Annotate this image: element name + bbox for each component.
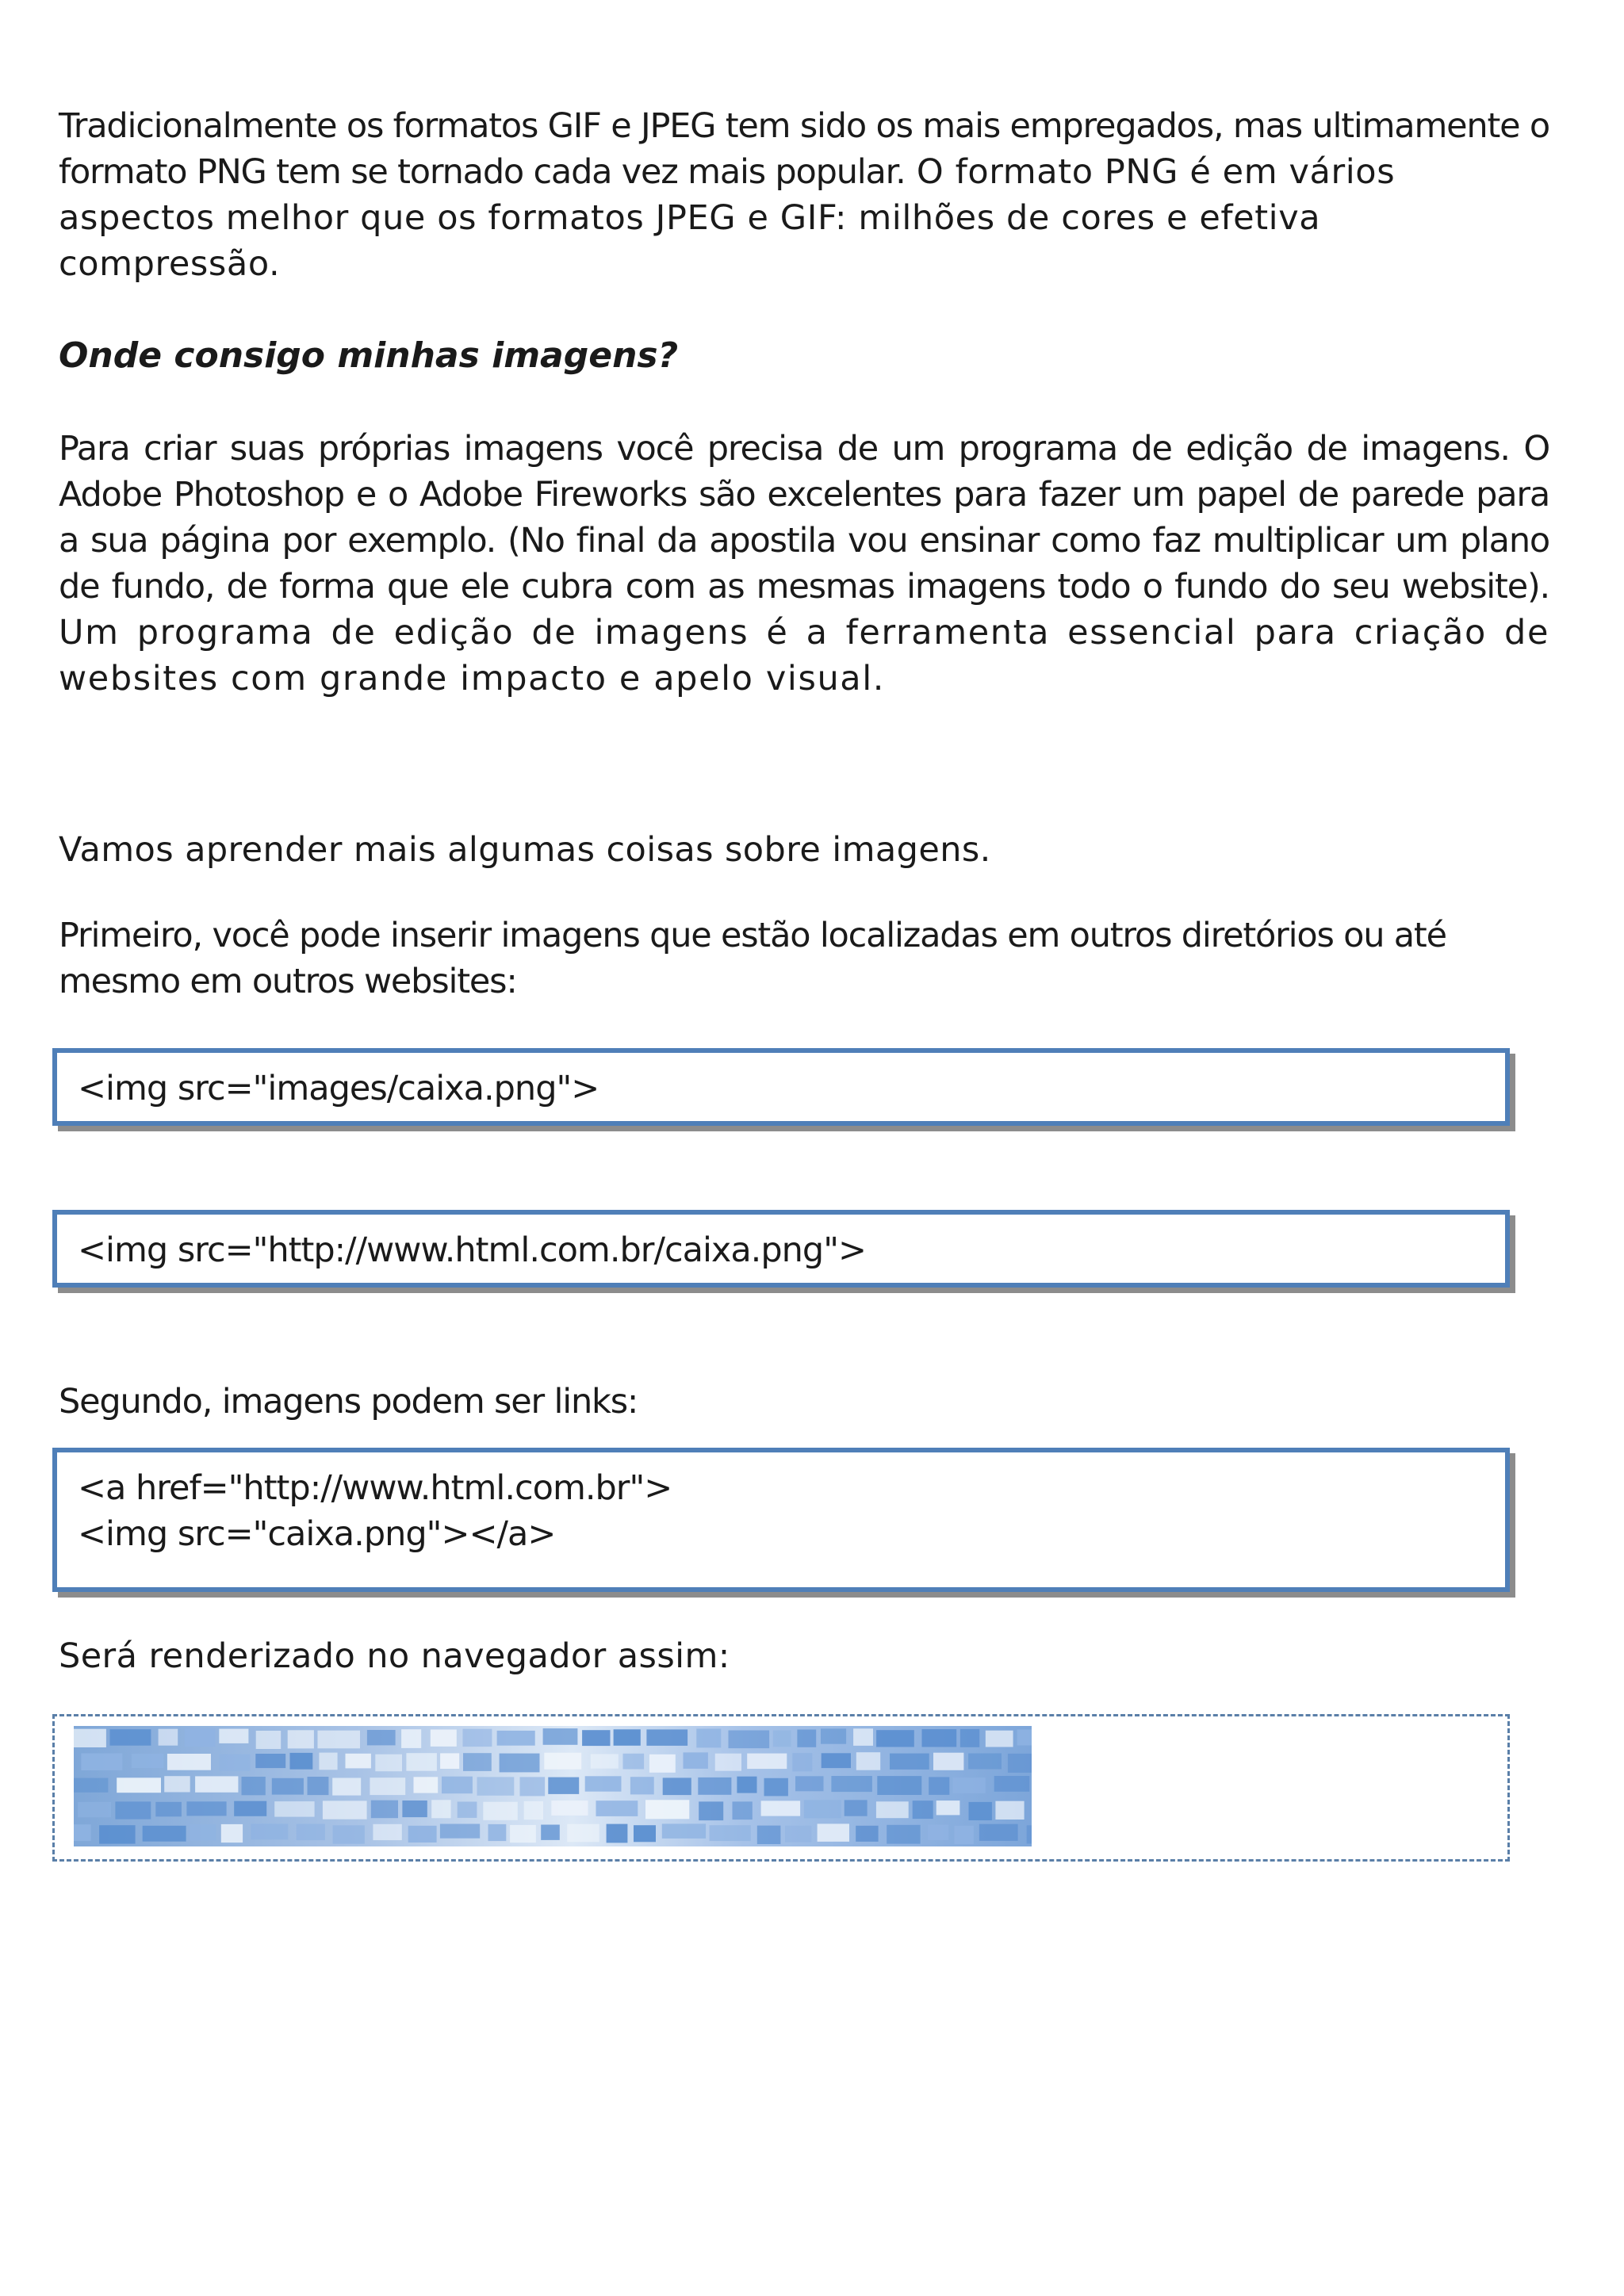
banner-tile xyxy=(1027,1825,1032,1843)
banner-tile xyxy=(318,1731,361,1749)
banner-tile xyxy=(500,1754,540,1773)
banner-tile xyxy=(684,1752,708,1769)
learn-more-paragraph: Vamos aprender mais algumas coisas sobre imagens. xyxy=(59,830,991,870)
banner-tile xyxy=(792,1753,812,1771)
banner-tile xyxy=(242,1777,266,1795)
banner-tile xyxy=(585,1776,622,1791)
banner-tile xyxy=(968,1754,1002,1770)
banner-tile xyxy=(332,1778,361,1796)
banner-tile xyxy=(167,1754,211,1770)
intro-text-part-2: O formato PNG é em vários aspectos melhor que os formatos JPEG e GIF: milhões de cores e efetiva compressão. xyxy=(59,152,1396,284)
banner-tile xyxy=(164,1776,190,1792)
banner-tile xyxy=(477,1777,515,1795)
rendered-paragraph: Será renderizado no navegador assim: xyxy=(59,1636,730,1676)
banner-tile xyxy=(256,1731,282,1749)
banner-tile xyxy=(955,1826,974,1844)
intro-paragraph xyxy=(59,103,1549,287)
banner-tile xyxy=(510,1825,536,1843)
banner-tile xyxy=(414,1777,439,1793)
banner-tile xyxy=(308,1777,329,1795)
banner-tile xyxy=(297,1824,325,1841)
banner-tile xyxy=(219,1755,250,1771)
banner-tile xyxy=(960,1729,979,1747)
banner-tiles xyxy=(74,1726,1032,1846)
banner-tile xyxy=(876,1801,909,1818)
banner-tile xyxy=(1008,1754,1032,1773)
banner-tile xyxy=(234,1801,266,1816)
banner-tile xyxy=(797,1730,816,1747)
banner-tile xyxy=(74,1778,108,1793)
banner-tile xyxy=(582,1730,610,1746)
banner-tile xyxy=(876,1730,914,1747)
code-box-image-link xyxy=(52,1448,1510,1592)
banner-tile xyxy=(747,1754,787,1770)
body-text-part-2: Um programa de edição de imagens é a ferramenta essencial para criação de websites com grande impacto e apelo visual. xyxy=(59,613,1549,698)
banner-tile xyxy=(221,1824,243,1843)
banner-tile xyxy=(541,1825,560,1840)
banner-tile xyxy=(159,1729,178,1746)
banner-tile xyxy=(497,1731,535,1746)
banner-tile xyxy=(458,1802,477,1818)
banner-tile xyxy=(346,1754,371,1769)
banner-tile xyxy=(853,1728,873,1746)
banner-tile xyxy=(319,1753,337,1770)
intro-text-part-1: Tradicionalmente os formatos GIF e JPEG tem sido os mais empregados, mas ultimamente o formato PNG tem se tornado cada vez mais popular. xyxy=(59,106,1549,192)
banner-tile xyxy=(290,1753,313,1770)
banner-tile xyxy=(488,1824,507,1841)
banner-tile xyxy=(543,1728,578,1745)
banner-tile xyxy=(761,1800,801,1816)
banner-tile xyxy=(953,1777,986,1793)
banner-tile xyxy=(117,1777,161,1793)
banner-tile xyxy=(929,1777,949,1795)
banner-tile xyxy=(890,1754,929,1770)
banner-tile xyxy=(520,1777,546,1796)
banner-tile xyxy=(219,1729,248,1743)
banner-tile xyxy=(856,1752,880,1770)
banner-tile xyxy=(81,1754,122,1771)
first-paragraph: Primeiro, você pode inserir imagens que estão localizadas em outros diretórios ou até mesmo em outros websites: xyxy=(59,916,1446,1001)
banner-tile xyxy=(614,1729,641,1746)
banner-tile xyxy=(645,1800,689,1819)
banner-tile xyxy=(663,1777,691,1795)
banner-tile xyxy=(994,1776,1030,1792)
banner-tile xyxy=(795,1776,824,1791)
second-paragraph: Segundo, imagens podem ser links: xyxy=(59,1382,638,1422)
body-paragraph xyxy=(59,426,1549,702)
banner-tile xyxy=(567,1824,599,1843)
banner-tile xyxy=(431,1730,457,1747)
banner-tile xyxy=(370,1777,405,1795)
banner-tile xyxy=(373,1824,401,1840)
banner-tile xyxy=(913,1800,933,1819)
banner-tile xyxy=(548,1777,579,1794)
banner-tile xyxy=(110,1729,151,1746)
banner-tile xyxy=(115,1801,151,1819)
banner-tile xyxy=(431,1800,450,1818)
banner-tile xyxy=(818,1823,849,1842)
banner-tile xyxy=(662,1823,706,1839)
banner-tile xyxy=(922,1729,957,1747)
banner-tile xyxy=(408,1826,437,1843)
banner-tile xyxy=(483,1802,518,1820)
banner-tile xyxy=(696,1729,721,1748)
code-local-image: <img src="images/caixa.png"> xyxy=(78,1069,599,1108)
banner-tile xyxy=(979,1824,1018,1841)
banner-tile xyxy=(710,1825,751,1841)
banner-tile xyxy=(463,1729,492,1747)
banner-tile xyxy=(877,1776,921,1795)
banner-tile xyxy=(986,1731,1013,1747)
banner-tile xyxy=(402,1800,427,1817)
code-link-line-2: <img src="caixa.png"></a> xyxy=(78,1514,556,1554)
banner-tile xyxy=(375,1755,402,1772)
banner-tile xyxy=(646,1729,688,1746)
banner-tile xyxy=(969,1802,992,1820)
banner-tile xyxy=(143,1826,186,1842)
rendered-preview-box xyxy=(52,1714,1510,1862)
banner-tile xyxy=(933,1753,963,1770)
banner-tile xyxy=(442,1777,473,1794)
banner-tile xyxy=(544,1753,581,1770)
banner-tile xyxy=(272,1778,304,1795)
banner-tile xyxy=(186,1801,226,1816)
banner-tile xyxy=(255,1754,285,1768)
banner-tile xyxy=(288,1730,314,1748)
banner-tile xyxy=(729,1731,770,1749)
banner-tile xyxy=(936,1800,960,1815)
banner-tile xyxy=(698,1777,731,1795)
banner-tile xyxy=(995,1801,1024,1820)
banner-tile xyxy=(649,1755,676,1773)
banner-tile xyxy=(274,1801,314,1817)
banner-tile xyxy=(78,1802,111,1817)
banner-tile xyxy=(524,1801,543,1820)
banner-tile xyxy=(440,1753,459,1769)
code-remote-image: <img src="http://www.html.com.br/caixa.png"> xyxy=(78,1230,867,1270)
caixa-banner-image xyxy=(74,1726,1032,1846)
banner-tile xyxy=(623,1754,645,1770)
banner-tile xyxy=(74,1824,91,1841)
banner-tile xyxy=(367,1730,396,1745)
banner-tile xyxy=(323,1800,367,1819)
code-box-remote-image xyxy=(52,1210,1510,1288)
banner-tile xyxy=(773,1731,791,1747)
banner-tile xyxy=(928,1825,948,1841)
banner-tile xyxy=(630,1777,654,1794)
banner-tile xyxy=(699,1801,723,1820)
banner-tile xyxy=(99,1825,136,1843)
banner-tile xyxy=(887,1825,920,1844)
banner-tile xyxy=(634,1825,656,1842)
banner-tile xyxy=(406,1753,437,1771)
banner-tile xyxy=(831,1776,872,1792)
banner-tile xyxy=(155,1802,182,1817)
code-box-local-image xyxy=(52,1048,1510,1126)
banner-tile xyxy=(591,1754,619,1768)
banner-tile xyxy=(333,1825,365,1843)
banner-tile xyxy=(463,1753,492,1771)
banner-tile xyxy=(737,1777,756,1793)
banner-tile xyxy=(440,1824,480,1839)
banner-tile xyxy=(785,1826,811,1843)
banner-tile xyxy=(596,1800,638,1816)
banner-tile xyxy=(757,1826,781,1844)
banner-tile xyxy=(190,1824,216,1841)
banner-tile xyxy=(856,1826,878,1842)
banner-tile xyxy=(821,1728,846,1743)
banner-tile xyxy=(251,1823,288,1839)
body-text-part-1: Para criar suas próprias imagens você precisa de um programa de edição de imagens. O Adobe Photoshop e o Adobe Fireworks são excelentes para fazer um papel de parede para a sua página por exemplo. (No final da apostila vou ensinar como faz multiplicar um plano de fundo, de forma que ele cubra com as mesmas imagens todo o fundo do seu website). xyxy=(59,429,1549,607)
banner-tile xyxy=(401,1729,421,1748)
banner-tile xyxy=(845,1800,868,1816)
banner-tile xyxy=(74,1729,106,1747)
banner-tile xyxy=(551,1800,588,1816)
banner-tile xyxy=(733,1801,753,1820)
banner-tile xyxy=(132,1754,164,1768)
banner-tile xyxy=(822,1753,851,1768)
banner-tile xyxy=(607,1824,628,1843)
banner-tile xyxy=(804,1800,841,1818)
banner-tile xyxy=(185,1728,216,1747)
banner-tile xyxy=(764,1778,788,1797)
banner-tile xyxy=(715,1754,741,1771)
banner-tile xyxy=(1017,1730,1032,1746)
section-heading: Onde consigo minhas imagens? xyxy=(59,335,679,376)
banner-tile xyxy=(195,1776,238,1792)
code-link-line-1: <a href="http://www.html.com.br"> xyxy=(78,1468,672,1508)
banner-tile xyxy=(371,1800,398,1819)
